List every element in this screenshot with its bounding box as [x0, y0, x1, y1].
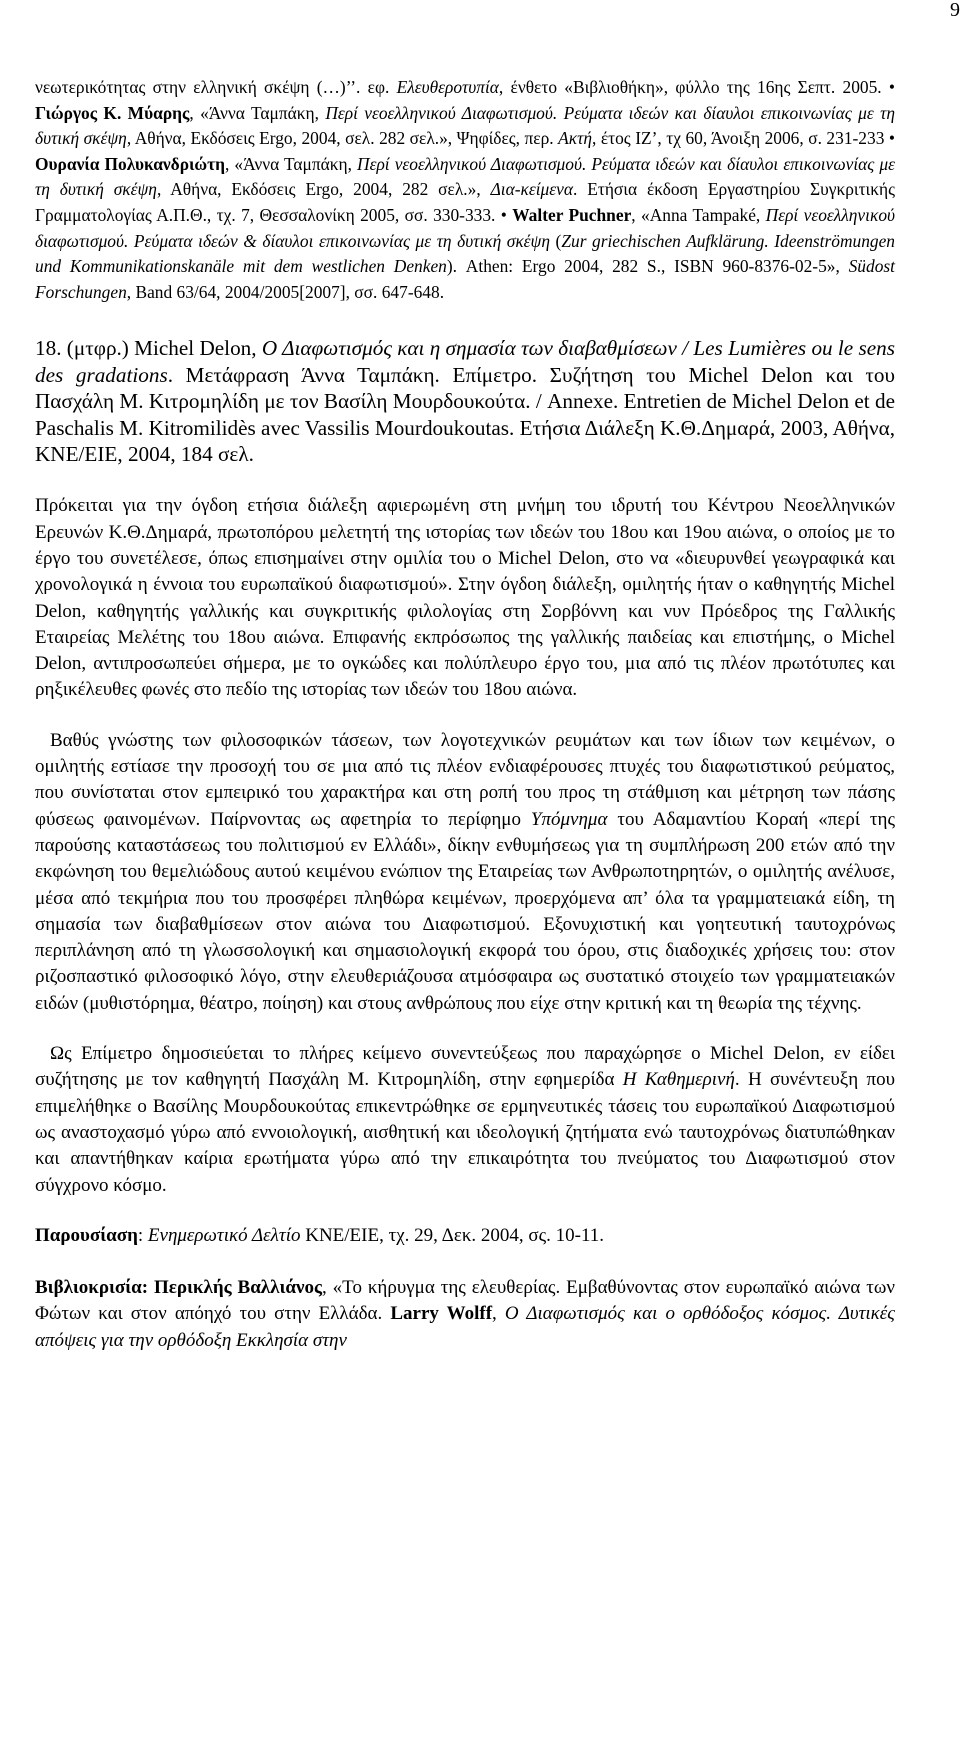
bibliography-continuation [35, 75, 895, 305]
bibliography-entry-18 [35, 335, 895, 467]
text-run: , έτος ΙΖ’, τχ 60, Άνοιξη 2006, σ. 231-233 • [591, 128, 895, 149]
text-run: Βιβλιοκρισία: Περικλής Βαλλιάνος [35, 1277, 322, 1299]
text-run: Ως Επίμετρο δημοσιεύεται το πλήρες κείμενο συνεντεύξεως που παραχώρησε ο Michel Delon, εν είδει συζήτησης με τον καθηγητή Πασχάλη Μ. Κιτρομηλίδη, στην εφημερίδα [35, 1043, 895, 1091]
text-run: , Band 63/64, 2004/2005[2007], σσ. 647-648. [126, 281, 445, 302]
document-body [35, 75, 895, 1354]
description-paragraph-2 [35, 728, 895, 1017]
book-review-reference [35, 1275, 895, 1354]
page-number: 9 [950, 0, 960, 21]
presentation-reference [35, 1223, 895, 1249]
text-run: . Η συνέντευξη που επιμελήθηκε ο Βασίλης Μουρδουκούτας επικεντρώθηκε σε ερμηνευτικές τάσεις του ευρωπαϊκού Διαφωτισμού ως αναστοχασμό γύρω από εννοιολογική, αισθητική και ιδεολογική ζητήματα ενώ ταυτοχρόνως διατυπώθηκαν και απαντήθηκαν καίρια ερωτήματα γύρω από την επικαιρότητα του πνεύματος του Διαφωτισμού στον σύγχρονο κόσμο. [35, 1069, 895, 1196]
text-run: : [137, 1224, 148, 1246]
text-run: Παρουσίαση [35, 1224, 138, 1246]
text-run: Ο Διαφωτισμός και η σημασία των διαβαθμίσεων / Les Lumières ou le sens des gradations [35, 336, 896, 387]
text-run: , «Anna Tampaké, [631, 204, 766, 225]
text-run: , «Άννα Ταμπάκη, [189, 102, 326, 123]
text-run: Περί νεοελληνικού διαφωτισμού. Ρεύματα ιδεών & δίαυλοι επικοινωνίας με τη δυτική σκέψη [35, 204, 896, 251]
text-run: ). Athen: Ergo 2004, 282 S., ISBN 960-8376-02-5», [446, 256, 849, 277]
text-run: του Αδαμαντίου Κοραή «περί της παρούσης καταστάσεως του πολιτισμού εν Ελλάδι», δίκην ενθυμήσεως για τη συμπλήρωση 200 ετών από την εκφώνηση του θεμελιώδους αυτού κειμένου ενώπιον της Εταιρείας των Ανθρωποτηρητών, ο ομιλητής ανέλυσε, μέσα από τεκμήρια που του προσφέρει πληθώρα κειμένων, προερχόμενα απ’ όλα τα γραμματειακά είδη, τη σημασία των διαβαθμίσεων στον αιώνα του Διαφωτισμού. Εξονυχιστική και γοητευτική ταυτοχρόνως περιπλάνηση από τη γλωσσολογική και σημασιολογική εκφορά του όρου, στις διαδοχικές χρήσεις του: στον ριζοσπαστικό φιλοσοφικό λόγο, στην ελευθεριάζουσα ατμόσφαιρα ως συστατικό στοιχείο των γραμματειακών ειδών (μυθιστόρημα, θέατρο, ποίηση) και στους ανθρώπους που είχε στην κριτική και τη θεωρία της τέχνης. [35, 808, 895, 1014]
text-run: Zur griechischen Aufklärung. Ideenströmungen und Kommunikationskanäle mit dem westlichen Denken [35, 230, 896, 277]
description-paragraph-3 [35, 1041, 895, 1199]
text-run: Ενημερωτικό Δελτίο [147, 1224, 301, 1246]
text-run: Δια-κείμενα [490, 179, 573, 200]
text-run: Ο Διαφωτισμός και ο ορθόδοξος κόσμος. Δυτικές απόψεις για την ορθόδοξη Εκκλησία στην [35, 1303, 895, 1351]
text-run: Βαθύς γνώστης των φιλοσοφικών τάσεων, των λογοτεχνικών ρευμάτων και των ίδιων των κειμένων, ο ομιλητής εστίασε την προσοχή του σε μια από τις πλέον ενδιαφέρουσες πτυχές του διαφωτιστικού ρεύματος, που συνίσταται στον εμπειρικό του χαρακτήρα και στη ροπή του προς τη στάθμιση και μέτρηση των πάσης φύσεως φαινομένων. Παίρνοντας ως αφετηρία το περίφημο [35, 729, 895, 830]
text-run: 18. (μτφρ.) Michel Delon, [35, 336, 262, 361]
text-run: , «Το κήρυγμα της ελευθερίας. Εμβαθύνοντας στον ευρωπαϊκό αιώνα των Φώτων και στον απόηχό του στην Ελλάδα. [35, 1277, 895, 1325]
text-run: ( [549, 230, 562, 251]
text-run: , [492, 1303, 505, 1325]
text-run: Γιώργος Κ. Μύαρης [35, 102, 190, 123]
text-run: . Ετήσια έκδοση Εργαστηρίου Συγκριτικής Γραμματολογίας Α.Π.Θ., τχ. 7, Θεσσαλονίκη 2005, σσ. 330-333. • [35, 179, 895, 225]
text-run: . Μετάφραση Άννα Ταμπάκη. Επίμετρο. Συζήτηση του Michel Delon και του Πασχάλη Μ. Κιτρομηλίδη με τον Βασίλη Μουρδουκούτα. / Annexe. Entretien de Michel Delon et de Paschalis M. Kitromilidès avec Vassilis Mourdoukoutas. Ετήσια Διάλεξη Κ.Θ.Δημαρά, 2003, Αθήνα, ΚΝΕ/ΕΙΕ, 2004, 184 σελ. [35, 362, 895, 466]
text-run: Walter Puchner [512, 204, 632, 225]
text-run: , Αθήνα, Εκδόσεις Ergo, 2004, σελ. 282 σελ.», Ψηφίδες, περ. [126, 128, 559, 149]
description-paragraph-1 [35, 493, 895, 703]
text-run: , Αθήνα, Εκδόσεις Ergo, 2004, 282 σελ.», [156, 179, 491, 200]
text-run: Südost Forschungen [35, 256, 895, 302]
text-run: Ουρανία Πολυκανδριώτη [35, 153, 226, 174]
text-run: Η Καθημερινή [622, 1069, 735, 1091]
text-run: , «Άννα Ταμπάκη, [225, 153, 358, 174]
text-run: Ελευθεροτυπία [396, 77, 499, 97]
text-run: Περί νεοελληνικού Διαφωτισμού. Ρεύματα ιδεών και δίαυλοι επικοινωνίας με τη δυτική σκέψη [35, 153, 895, 200]
text-run: Ακτή [558, 128, 592, 149]
text-run: , ένθετο «Βιβλιοθήκη», φύλλο της 16ης Σεπτ. 2005. • [498, 77, 895, 97]
text-run: Larry Wolff [390, 1303, 493, 1325]
text-run: Πρόκειται για την όγδοη ετήσια διάλεξη αφιερωμένη στη μνήμη του ιδρυτή του Κέντρου Νεοελληνικών Ερευνών Κ.Θ.Δημαρά, πρωτοπόρου μελετητή της ιστορίας των ιδεών του 18ου και 19ου αιώνα, ο οποίος με το έργο του συνετέλεσε, όπως επισημαίνει στην ομιλία του ο Michel Delon, στο να «διευρυνθεί γεωγραφικά και χρονολογικά η έννοια του ευρωπαϊκού διαφωτισμού». Στην όγδοη διάλεξη, ομιλητής ήταν ο καθηγητής Michel Delon, καθηγητής γαλλικής και συγκριτικής φιλολογίας στη Σορβόννη και νυν Πρόεδρος της Γαλλικής Εταιρείας Μελέτης του 18ου αιώνα. Επιφανής εκπρόσωπος της γαλλικής παιδείας και επιστήμης, ο Michel Delon, αντιπροσωπεύει σήμερα, με το ογκώδες και πολύπλευρο έργο του, μια από τις πλέον πρωτότυπες και ρηξικέλευθες φωνές στο πεδίο της ιστορίας των ιδεών του 18ου αιώνα. [35, 495, 895, 701]
text-run: νεωτερικότητας στην ελληνική σκέψη (…)’’. εφ. [35, 77, 397, 97]
text-run: Περί νεοελληνικού Διαφωτισμού. Ρεύματα ιδεών και δίαυλοι επικοινωνίας με τη δυτική σκέψη [35, 102, 895, 149]
text-run: Υπόμνημα [530, 808, 608, 830]
text-run: ΚΝΕ/ΕΙΕ, τχ. 29, Δεκ. 2004, σς. 10-11. [300, 1224, 605, 1246]
